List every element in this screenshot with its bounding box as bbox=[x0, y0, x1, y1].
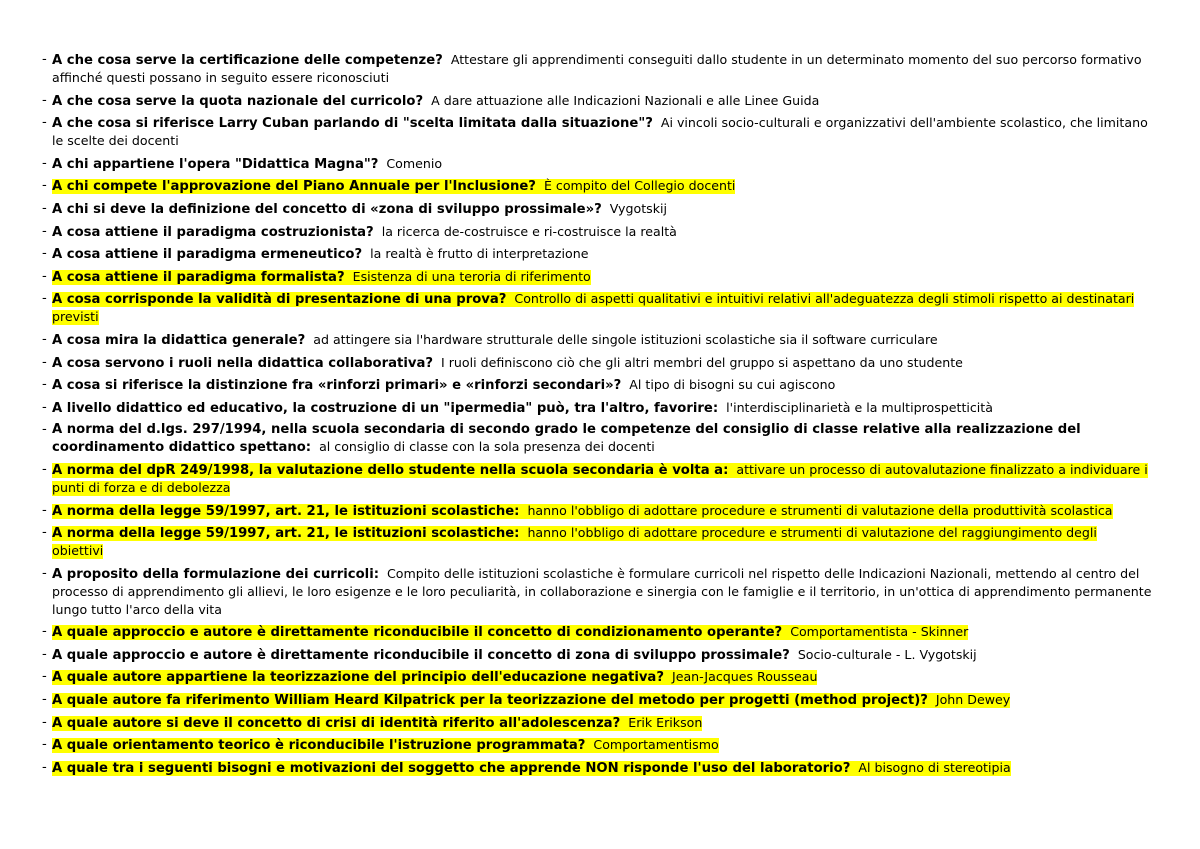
question-text: A proposito della formulazione dei curricoli: bbox=[52, 566, 379, 582]
bullet-dash: - bbox=[42, 92, 47, 108]
question-text: A quale autore si deve il concetto di crisi di identità riferito all'adolescenza? bbox=[52, 715, 621, 731]
item-text bbox=[52, 94, 819, 109]
qa-item bbox=[42, 524, 1152, 560]
question-text: A quale autore appartiene la teorizzazione del principio dell'educazione negativa? bbox=[52, 670, 664, 686]
qa-item bbox=[42, 668, 1152, 686]
qa-item bbox=[42, 290, 1152, 326]
question-text: A cosa servono i ruoli nella didattica collaborativa? bbox=[52, 355, 433, 371]
answer-text: Comenio bbox=[386, 155, 443, 171]
qa-item bbox=[42, 376, 1152, 394]
answer-text: Comportamentista - Skinner bbox=[790, 624, 969, 640]
question-text: A quale autore fa riferimento William Heard Kilpatrick per la teorizzazione del metodo per progetti (method project)? bbox=[52, 693, 928, 709]
highlighted-text bbox=[52, 716, 702, 731]
question-text: A che cosa si riferisce Larry Cuban parlando di "scelta limitata dalla situazione"? bbox=[52, 116, 653, 132]
qa-item bbox=[42, 155, 1152, 173]
question-text: A cosa attiene il paradigma costruzionista? bbox=[52, 224, 374, 240]
bullet-dash: - bbox=[42, 461, 47, 477]
item-text bbox=[52, 567, 1151, 618]
highlighted-text bbox=[52, 463, 1148, 496]
highlighted-text bbox=[52, 761, 1011, 776]
answer-text: Compito delle istituzioni scolastiche è formulare curricoli nel rispetto delle Indicazioni Nazionali, mettendo al centro del processo di apprendimento gli allievi, le loro esigenze e le loro peculiarità, in collaborazione e sinergia con le famiglie e il territorio, in un'ottica di apprendimento permanente lungo tutto l'arco della vita bbox=[52, 565, 1152, 617]
answer-text: attivare un processo di autovalutazione finalizzato a individuare i punti di forza e di debolezza bbox=[52, 461, 1148, 495]
item-text bbox=[52, 157, 442, 172]
bullet-dash: - bbox=[42, 223, 47, 239]
highlighted-text bbox=[52, 270, 591, 285]
answer-text: Al bisogno di stereotipia bbox=[858, 759, 1011, 775]
qa-item bbox=[42, 92, 1152, 110]
bullet-dash: - bbox=[42, 624, 47, 640]
question-text: A cosa attiene il paradigma formalista? bbox=[52, 269, 345, 285]
answer-text: Comportamentismo bbox=[593, 737, 719, 753]
bullet-dash: - bbox=[42, 331, 47, 347]
bullet-dash: - bbox=[42, 178, 47, 194]
question-text: A chi si deve la definizione del concetto di «zona di sviluppo prossimale»? bbox=[52, 201, 602, 217]
bullet-dash: - bbox=[42, 737, 47, 753]
bullet-dash: - bbox=[42, 377, 47, 393]
bullet-dash: - bbox=[42, 565, 47, 581]
question-text: A che cosa serve la certificazione delle competenze? bbox=[52, 53, 443, 68]
answer-text: Erik Erikson bbox=[628, 714, 703, 730]
qa-item bbox=[42, 51, 1152, 87]
bullet-dash: - bbox=[42, 291, 47, 307]
qa-item bbox=[42, 200, 1152, 218]
qa-item bbox=[42, 759, 1152, 777]
answer-text: Jean-Jacques Rousseau bbox=[671, 669, 818, 685]
bullet-dash: - bbox=[42, 669, 47, 685]
item-text bbox=[52, 378, 835, 393]
document-body bbox=[42, 51, 1152, 781]
qa-item bbox=[42, 736, 1152, 754]
answer-text: Attestare gli apprendimenti conseguiti dallo studente in un determinato momento del suo percorso formativo affinché questi possano in seguito essere riconosciuti bbox=[52, 52, 1142, 85]
highlighted-text bbox=[52, 526, 1097, 559]
item-text bbox=[52, 53, 1142, 86]
answer-text: hanno l'obbligo di adottare procedure e strumenti di valutazione della produttività scolastica bbox=[527, 502, 1113, 518]
question-text: A che cosa serve la quota nazionale del curricolo? bbox=[52, 93, 424, 109]
item-text bbox=[52, 202, 667, 217]
answer-text: Ai vincoli socio-culturali e organizzativi dell'ambiente scolastico, che limitano le scelte dei docenti bbox=[52, 115, 1148, 149]
question-text: A quale approccio e autore è direttamente riconducibile il concetto di zona di sviluppo prossimale? bbox=[52, 647, 790, 663]
answer-text: Al tipo di bisogni su cui agiscono bbox=[629, 377, 836, 393]
qa-item bbox=[42, 646, 1152, 664]
answer-text: Vygotskij bbox=[609, 200, 668, 216]
highlighted-text bbox=[52, 693, 1010, 708]
answer-text: la realtà è frutto di interpretazione bbox=[370, 246, 589, 262]
question-text: A quale orientamento teorico è riconducibile l'istruzione programmata? bbox=[52, 738, 586, 754]
qa-item bbox=[42, 114, 1152, 150]
question-text: A chi compete l'approvazione del Piano Annuale per l'Inclusione? bbox=[52, 179, 536, 195]
answer-text: I ruoli definiscono ciò che gli altri membri del gruppo si aspettano da uno studente bbox=[441, 354, 963, 370]
qa-item bbox=[42, 268, 1152, 286]
highlighted-text bbox=[52, 292, 1134, 325]
answer-text: hanno l'obbligo di adottare procedure e strumenti di valutazione del raggiungimento degli obiettivi bbox=[52, 525, 1097, 559]
question-text: A cosa corrisponde la validità di presentazione di una prova? bbox=[52, 292, 507, 308]
item-text bbox=[52, 225, 677, 240]
bullet-dash: - bbox=[42, 155, 47, 171]
highlighted-text bbox=[52, 670, 817, 685]
bullet-dash: - bbox=[42, 502, 47, 518]
question-text: A cosa attiene il paradigma ermeneutico? bbox=[52, 247, 363, 263]
question-text: A quale tra i seguenti bisogni e motivazioni del soggetto che apprende NON risponde l'uso del laboratorio? bbox=[52, 760, 851, 776]
qa-item bbox=[42, 245, 1152, 263]
qa-item bbox=[42, 354, 1152, 372]
qa-item bbox=[42, 623, 1152, 641]
highlighted-text bbox=[52, 625, 968, 640]
bullet-dash: - bbox=[42, 759, 47, 775]
bullet-dash: - bbox=[42, 714, 47, 730]
qa-item bbox=[42, 399, 1152, 417]
answer-text: Socio-culturale - L. Vygotskij bbox=[797, 646, 977, 662]
answer-text: l'interdisciplinarietà e la multiprospetticità bbox=[726, 399, 993, 415]
item-text bbox=[52, 116, 1148, 149]
qa-item bbox=[42, 421, 1152, 456]
bullet-dash: - bbox=[42, 200, 47, 216]
bullet-dash: - bbox=[42, 692, 47, 708]
question-text: A norma della legge 59/1997, art. 21, le istituzioni scolastiche: bbox=[52, 503, 520, 519]
item-text bbox=[52, 422, 1081, 455]
question-text: A livello didattico ed educativo, la costruzione di un "ipermedia" può, tra l'altro, favorire: bbox=[52, 400, 719, 416]
question-text: A cosa si riferisce la distinzione fra «rinforzi primari» e «rinforzi secondari»? bbox=[52, 378, 622, 394]
highlighted-text bbox=[52, 738, 719, 753]
answer-text: la ricerca de-costruisce e ri-costruisce la realtà bbox=[381, 223, 677, 239]
bullet-dash: - bbox=[42, 354, 47, 370]
answer-text: Esistenza di una teroria di riferimento bbox=[352, 268, 591, 284]
qa-item bbox=[42, 331, 1152, 349]
bullet-dash: - bbox=[42, 399, 47, 415]
bullet-dash: - bbox=[42, 646, 47, 662]
bullet-dash: - bbox=[42, 422, 47, 438]
item-text bbox=[52, 247, 588, 262]
answer-text: A dare attuazione alle Indicazioni Nazionali e alle Linee Guida bbox=[431, 92, 820, 108]
highlighted-text bbox=[52, 179, 735, 194]
answer-text: È compito del Collegio docenti bbox=[543, 178, 736, 194]
question-text: A quale approccio e autore è direttamente riconducibile il concetto di condizionamento operante? bbox=[52, 625, 783, 641]
bullet-dash: - bbox=[42, 52, 47, 67]
qa-item bbox=[42, 223, 1152, 241]
highlighted-text bbox=[52, 504, 1113, 519]
item-text bbox=[52, 356, 963, 371]
answer-text: John Dewey bbox=[935, 692, 1011, 708]
answer-text: Controllo di aspetti qualitativi e intuitivi relativi all'adeguatezza degli stimoli rispetto ai destinatari previsti bbox=[52, 291, 1135, 325]
item-text bbox=[52, 401, 993, 416]
bullet-dash: - bbox=[42, 115, 47, 131]
answer-text: al consiglio di classe con la sola presenza dei docenti bbox=[319, 439, 655, 455]
qa-item bbox=[42, 565, 1152, 619]
qa-item bbox=[42, 502, 1152, 520]
question-text: A norma del d.lgs. 297/1994, nella scuola secondaria di secondo grado le competenze del consiglio di classe relative alla realizzazione del coordinamento didattico spettano: bbox=[52, 422, 1081, 456]
question-text: A chi appartiene l'opera "Didattica Magna"? bbox=[52, 156, 379, 172]
question-text: A norma del dpR 249/1998, la valutazione dello studente nella scuola secondaria è volta a: bbox=[52, 462, 729, 478]
bullet-dash: - bbox=[42, 268, 47, 284]
answer-text: ad attingere sia l'hardware strutturale delle singole istituzioni scolastiche sia il software curriculare bbox=[313, 331, 938, 347]
question-text: A cosa mira la didattica generale? bbox=[52, 332, 306, 348]
qa-item bbox=[42, 691, 1152, 709]
bullet-dash: - bbox=[42, 246, 47, 262]
bullet-dash: - bbox=[42, 525, 47, 541]
qa-item bbox=[42, 177, 1152, 195]
qa-item bbox=[42, 714, 1152, 732]
item-text bbox=[52, 333, 938, 348]
item-text bbox=[52, 648, 977, 663]
qa-item bbox=[42, 461, 1152, 497]
question-text: A norma della legge 59/1997, art. 21, le istituzioni scolastiche: bbox=[52, 526, 520, 542]
